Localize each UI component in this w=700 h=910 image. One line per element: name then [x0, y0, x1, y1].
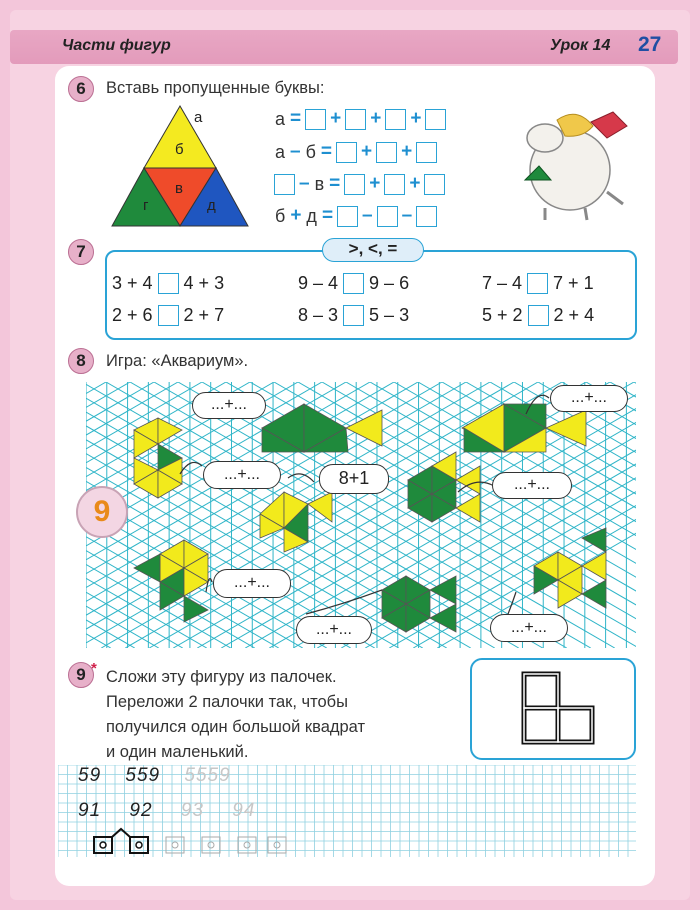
expression-left: 3 + 4	[112, 272, 153, 293]
task-9-line: Переложи 2 палочки так, чтобы	[106, 693, 348, 711]
expression-right: 4 + 3	[183, 272, 225, 293]
letter-term: б	[275, 205, 286, 226]
answer-box[interactable]	[336, 142, 357, 163]
triangle-label-d: д	[207, 197, 216, 214]
task-9-line: получился один большой квадрат	[106, 718, 366, 736]
copy-sample: 559	[125, 765, 161, 786]
expression-right: 2 + 4	[553, 304, 595, 325]
answer-box[interactable]	[384, 174, 405, 195]
task-7-number: 7	[68, 239, 94, 265]
answer-box[interactable]	[274, 174, 295, 195]
letter-term: б	[305, 141, 316, 162]
sum-bubble-answer[interactable]: 8+1	[319, 464, 389, 494]
equation-row	[272, 106, 448, 132]
expression-right: 2 + 7	[183, 304, 225, 325]
expression-left: 5 + 2	[482, 304, 523, 325]
yellow-triangle	[158, 418, 182, 444]
sign-box[interactable]	[527, 273, 548, 294]
sum-bubble[interactable]: ...+...	[213, 569, 291, 598]
comparison-item	[482, 303, 594, 327]
sticks-figure-frame	[470, 658, 636, 760]
comparison-item	[482, 271, 594, 295]
operator-sign: +	[410, 108, 422, 129]
operator-sign: +	[370, 108, 382, 129]
task-9-line: Сложи эту фигуру из палочек.	[106, 668, 337, 686]
operator-sign: +	[361, 141, 373, 162]
sign-box[interactable]	[528, 305, 549, 326]
answer-box[interactable]	[385, 109, 406, 130]
copy-trace: 5559	[184, 765, 231, 786]
yellow-triangle	[308, 492, 332, 522]
triangle-label-v: в	[175, 180, 183, 197]
expression-left: 9 – 4	[298, 272, 339, 293]
page-number: 27	[638, 33, 662, 56]
copybook-line-2	[78, 800, 255, 822]
operator-sign: +	[369, 173, 381, 194]
copy-sample: 59	[78, 765, 102, 786]
copy-trace: 94	[232, 800, 256, 821]
answer-box[interactable]	[345, 109, 366, 130]
equation-row	[272, 139, 439, 165]
operator-sign: –	[290, 141, 301, 162]
comparison-item	[112, 303, 224, 327]
answer-box[interactable]	[416, 206, 437, 227]
sum-bubble[interactable]: ...+...	[296, 616, 372, 644]
operator-sign: +	[330, 108, 342, 129]
lesson-label: Урок 14	[550, 37, 611, 54]
yellow-triangle	[456, 494, 480, 522]
equation-row	[272, 203, 439, 229]
sum-bubble[interactable]: ...+...	[490, 614, 568, 642]
comparison-item	[112, 271, 224, 295]
operator-sign: =	[320, 141, 333, 162]
comparison-signs-label: >, <, =	[322, 238, 424, 262]
operator-sign: –	[362, 205, 373, 226]
letter-term: а	[275, 141, 286, 162]
task-8-number: 8	[68, 348, 94, 374]
sticks-figure	[472, 660, 638, 762]
answer-box[interactable]	[337, 206, 358, 227]
colored-triangle	[110, 104, 260, 230]
operator-sign: +	[401, 141, 413, 162]
answer-box[interactable]	[344, 174, 365, 195]
expression-right: 7 + 1	[553, 272, 594, 293]
sum-bubble[interactable]: ...+...	[492, 472, 572, 499]
grid-line	[634, 382, 636, 648]
copy-sample: 91	[78, 800, 102, 821]
triangle-label-b: б	[175, 141, 184, 158]
answer-box[interactable]	[425, 109, 446, 130]
letter-term: а	[275, 108, 286, 129]
page-header	[10, 30, 678, 64]
answer-box[interactable]	[416, 142, 437, 163]
letter-term: д	[306, 205, 317, 226]
copybook-line-1	[78, 765, 231, 787]
chapter-title: Части фигур	[62, 37, 171, 54]
aquarium-grid	[86, 382, 636, 648]
expression-right: 9 – 6	[369, 272, 410, 293]
task-6-instruction: Вставь пропущенные буквы:	[106, 79, 325, 97]
task-9-instructions	[106, 665, 365, 765]
triangle-label-a: а	[194, 109, 203, 126]
answer-box[interactable]	[305, 109, 326, 130]
goat-illustration	[515, 100, 640, 225]
operator-sign: +	[409, 173, 421, 194]
task-6-number: 6	[68, 76, 94, 102]
answer-box[interactable]	[377, 206, 398, 227]
task-9-number: 9 *	[68, 662, 94, 688]
copy-trace: 93	[180, 800, 204, 821]
expression-left: 8 – 3	[298, 304, 339, 325]
comparison-item	[298, 303, 409, 327]
sum-bubble[interactable]: ...+...	[192, 392, 266, 419]
sum-bubble[interactable]: ...+...	[550, 385, 628, 412]
answer-box[interactable]	[376, 142, 397, 163]
task-8-label: Игра: «Аквариум».	[106, 352, 249, 370]
sign-box[interactable]	[158, 273, 179, 294]
operator-sign: =	[329, 173, 341, 194]
expression-left: 7 – 4	[482, 272, 523, 293]
copy-sample: 92	[129, 800, 153, 821]
sign-box[interactable]	[158, 305, 179, 326]
task-9-line: и один маленький.	[106, 743, 249, 761]
triangle-label-g: г	[143, 197, 149, 214]
yellow-triangle	[456, 466, 480, 494]
operator-sign: –	[299, 173, 310, 194]
operator-sign: =	[290, 108, 302, 129]
letter-term: в	[314, 173, 325, 194]
answer-box[interactable]	[424, 174, 445, 195]
expression-right: 5 – 3	[369, 304, 410, 325]
sign-box[interactable]	[343, 273, 364, 294]
comparison-item	[298, 271, 409, 295]
operator-sign: –	[401, 205, 413, 226]
operator-sign: =	[321, 205, 334, 226]
expression-left: 2 + 6	[112, 304, 153, 325]
equation-row	[272, 171, 447, 197]
sum-bubble[interactable]: ...+...	[203, 461, 281, 489]
operator-sign: +	[290, 205, 302, 226]
badge-nine: 9	[76, 486, 128, 538]
sign-box[interactable]	[343, 305, 364, 326]
